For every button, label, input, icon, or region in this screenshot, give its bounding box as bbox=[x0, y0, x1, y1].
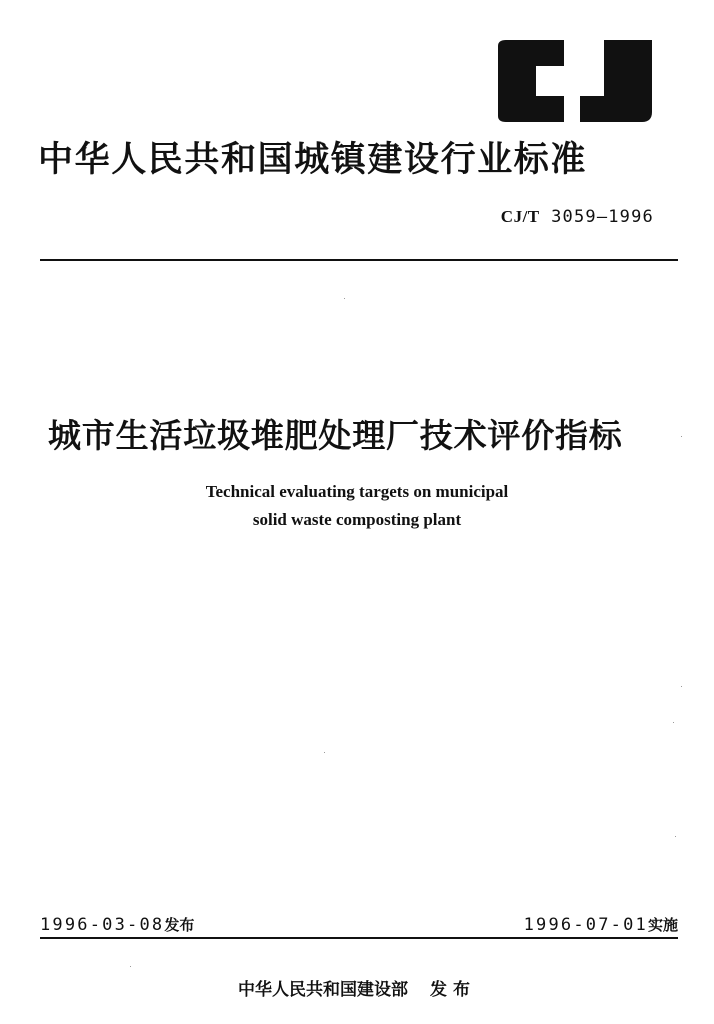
cj-logo bbox=[496, 40, 656, 122]
publisher-action: 发布 bbox=[430, 980, 476, 1000]
issued-label: 发布 bbox=[164, 916, 195, 934]
document-title-en-line1: Technical evaluating targets on municipal bbox=[205, 482, 509, 501]
document-title-en-line2: solid waste composting plant bbox=[252, 510, 462, 529]
effective-date-block bbox=[524, 914, 678, 935]
industry-standard-title: 中华人民共和国城镇建设行业标准 bbox=[38, 140, 588, 180]
effective-date: 1996-07-01 bbox=[523, 915, 648, 935]
cj-logo-mark bbox=[496, 40, 656, 122]
publisher-name: 中华人民共和国建设部 bbox=[238, 980, 408, 1000]
issued-date: 1996-03-08 bbox=[40, 915, 165, 935]
standard-code bbox=[501, 207, 654, 227]
standard-code-prefix: CJ/T bbox=[500, 207, 540, 226]
date-row bbox=[40, 914, 678, 936]
document-title-en bbox=[0, 478, 714, 534]
issued-date-block bbox=[40, 914, 194, 935]
effective-label: 实施 bbox=[647, 916, 678, 934]
standard-code-number: 3059—1996 bbox=[551, 207, 654, 227]
document-title-cn: 城市生活垃圾堆肥处理厂技术评价指标 bbox=[48, 416, 623, 455]
publisher-line bbox=[0, 975, 714, 1000]
footer-divider bbox=[40, 937, 678, 939]
header-divider bbox=[40, 259, 678, 261]
